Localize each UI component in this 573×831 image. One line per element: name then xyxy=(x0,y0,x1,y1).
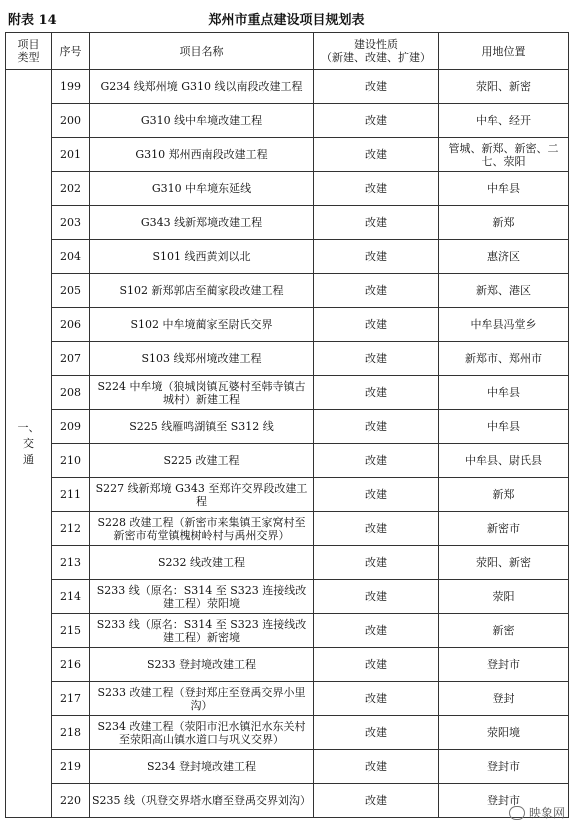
table-row xyxy=(6,240,569,274)
table-row xyxy=(6,614,569,648)
project-name: S228 改建工程（新密市来集镇王家窝村至新密市苟堂镇槐树岭村与禹州交界） xyxy=(90,512,314,546)
land-location: 荥阳、新密 xyxy=(439,70,569,104)
watermark xyxy=(509,804,565,821)
land-location: 新郑 xyxy=(439,478,569,512)
table-row xyxy=(6,512,569,546)
table-row xyxy=(6,750,569,784)
land-location: 中牟县冯堂乡 xyxy=(439,308,569,342)
land-location: 惠济区 xyxy=(439,240,569,274)
row-number: 214 xyxy=(52,580,90,614)
land-location: 荥阳境 xyxy=(439,716,569,750)
land-location: 中牟县、尉氏县 xyxy=(439,444,569,478)
land-location: 新郑 xyxy=(439,206,569,240)
construction-nature: 改建 xyxy=(314,206,439,240)
construction-nature: 改建 xyxy=(314,138,439,172)
table-row xyxy=(6,138,569,172)
project-name: S224 中牟境（狼城岗镇瓦婆村至韩寺镇古城村）新建工程 xyxy=(90,376,314,410)
land-location: 新郑、港区 xyxy=(439,274,569,308)
project-name: S233 线（原名：S314 至 S323 连接线改建工程）新密境 xyxy=(90,614,314,648)
table-header-row xyxy=(6,33,569,70)
row-number: 208 xyxy=(52,376,90,410)
table-row xyxy=(6,70,569,104)
row-number: 211 xyxy=(52,478,90,512)
project-name: S225 改建工程 xyxy=(90,444,314,478)
land-location: 荥阳 xyxy=(439,580,569,614)
construction-nature: 改建 xyxy=(314,580,439,614)
table-row xyxy=(6,444,569,478)
construction-nature: 改建 xyxy=(314,682,439,716)
row-number: 212 xyxy=(52,512,90,546)
construction-nature: 改建 xyxy=(314,410,439,444)
project-name: S233 改建工程（登封郑庄至登禹交界小里沟） xyxy=(90,682,314,716)
table-row xyxy=(6,342,569,376)
land-location: 新密 xyxy=(439,614,569,648)
construction-nature: 改建 xyxy=(314,784,439,818)
land-location: 中牟县 xyxy=(439,172,569,206)
land-location: 管城、新郑、新密、二七、荥阳 xyxy=(439,138,569,172)
page-header xyxy=(0,0,573,32)
construction-nature: 改建 xyxy=(314,376,439,410)
header-project-name: 项目名称 xyxy=(90,33,314,70)
row-number: 199 xyxy=(52,70,90,104)
project-table xyxy=(5,32,569,818)
row-number: 213 xyxy=(52,546,90,580)
table-row xyxy=(6,206,569,240)
construction-nature: 改建 xyxy=(314,750,439,784)
land-location: 新郑市、郑州市 xyxy=(439,342,569,376)
row-number: 219 xyxy=(52,750,90,784)
table-row xyxy=(6,648,569,682)
construction-nature: 改建 xyxy=(314,308,439,342)
project-name: S102 中牟境蔺家至尉氏交界 xyxy=(90,308,314,342)
construction-nature: 改建 xyxy=(314,648,439,682)
construction-nature: 改建 xyxy=(314,444,439,478)
table-row xyxy=(6,172,569,206)
project-name: S234 登封境改建工程 xyxy=(90,750,314,784)
category-cell: 一、 交 通 xyxy=(6,70,52,818)
header-location: 用地位置 xyxy=(439,33,569,70)
watermark-text: 映象网 xyxy=(528,806,565,820)
header-number: 序号 xyxy=(52,33,90,70)
table-row xyxy=(6,546,569,580)
project-name: S225 线雁鸣湖镇至 S312 线 xyxy=(90,410,314,444)
construction-nature: 改建 xyxy=(314,716,439,750)
row-number: 220 xyxy=(52,784,90,818)
table-row xyxy=(6,104,569,138)
row-number: 216 xyxy=(52,648,90,682)
table-row xyxy=(6,308,569,342)
page-title: 郑州市重点建设项目规划表 xyxy=(208,13,365,28)
row-number: 209 xyxy=(52,410,90,444)
construction-nature: 改建 xyxy=(314,546,439,580)
project-name: G234 线郑州境 G310 线以南段改建工程 xyxy=(90,70,314,104)
row-number: 201 xyxy=(52,138,90,172)
land-location: 中牟县 xyxy=(439,410,569,444)
annex-label: 附表 14 xyxy=(8,13,57,28)
row-number: 210 xyxy=(52,444,90,478)
table-body xyxy=(6,70,569,818)
land-location: 中牟县 xyxy=(439,376,569,410)
row-number: 202 xyxy=(52,172,90,206)
project-name: S102 新郑郭店至蔺家段改建工程 xyxy=(90,274,314,308)
row-number: 204 xyxy=(52,240,90,274)
table-row xyxy=(6,376,569,410)
land-location: 登封市 xyxy=(439,784,569,818)
land-location: 登封市 xyxy=(439,648,569,682)
land-location: 中牟、经开 xyxy=(439,104,569,138)
chat-bubble-icon xyxy=(509,806,525,820)
land-location: 荥阳、新密 xyxy=(439,546,569,580)
construction-nature: 改建 xyxy=(314,342,439,376)
project-name: S227 线新郑境 G343 至郑许交界段改建工程 xyxy=(90,478,314,512)
project-name: S103 线郑州境改建工程 xyxy=(90,342,314,376)
project-name: G310 中牟境东延线 xyxy=(90,172,314,206)
project-name: S101 线西黄刘以北 xyxy=(90,240,314,274)
land-location: 登封 xyxy=(439,682,569,716)
project-name: G310 线中牟境改建工程 xyxy=(90,104,314,138)
land-location: 新密市 xyxy=(439,512,569,546)
table-row xyxy=(6,478,569,512)
row-number: 200 xyxy=(52,104,90,138)
construction-nature: 改建 xyxy=(314,104,439,138)
table-row xyxy=(6,410,569,444)
row-number: 217 xyxy=(52,682,90,716)
project-name: S235 线（巩登交界塔水磨至登禹交界刘沟） xyxy=(90,784,314,818)
construction-nature: 改建 xyxy=(314,274,439,308)
construction-nature: 改建 xyxy=(314,172,439,206)
construction-nature: 改建 xyxy=(314,478,439,512)
row-number: 215 xyxy=(52,614,90,648)
table-row xyxy=(6,784,569,818)
row-number: 218 xyxy=(52,716,90,750)
construction-nature: 改建 xyxy=(314,70,439,104)
row-number: 203 xyxy=(52,206,90,240)
table-row xyxy=(6,716,569,750)
construction-nature: 改建 xyxy=(314,512,439,546)
row-number: 206 xyxy=(52,308,90,342)
project-name: G343 线新郑境改建工程 xyxy=(90,206,314,240)
table-row xyxy=(6,274,569,308)
construction-nature: 改建 xyxy=(314,240,439,274)
table-row xyxy=(6,682,569,716)
project-name: S233 登封境改建工程 xyxy=(90,648,314,682)
project-name: S232 线改建工程 xyxy=(90,546,314,580)
land-location: 登封市 xyxy=(439,750,569,784)
table-row xyxy=(6,580,569,614)
project-name: G310 郑州西南段改建工程 xyxy=(90,138,314,172)
header-nature: 建设性质 （新建、改建、扩建） xyxy=(314,33,439,70)
construction-nature: 改建 xyxy=(314,614,439,648)
project-name: S234 改建工程（荥阳市汜水镇汜水东关村至荥阳高山镇水道口与巩义交界） xyxy=(90,716,314,750)
project-name: S233 线（原名：S314 至 S323 连接线改建工程）荥阳境 xyxy=(90,580,314,614)
header-type: 项目 类型 xyxy=(6,33,52,70)
row-number: 205 xyxy=(52,274,90,308)
row-number: 207 xyxy=(52,342,90,376)
